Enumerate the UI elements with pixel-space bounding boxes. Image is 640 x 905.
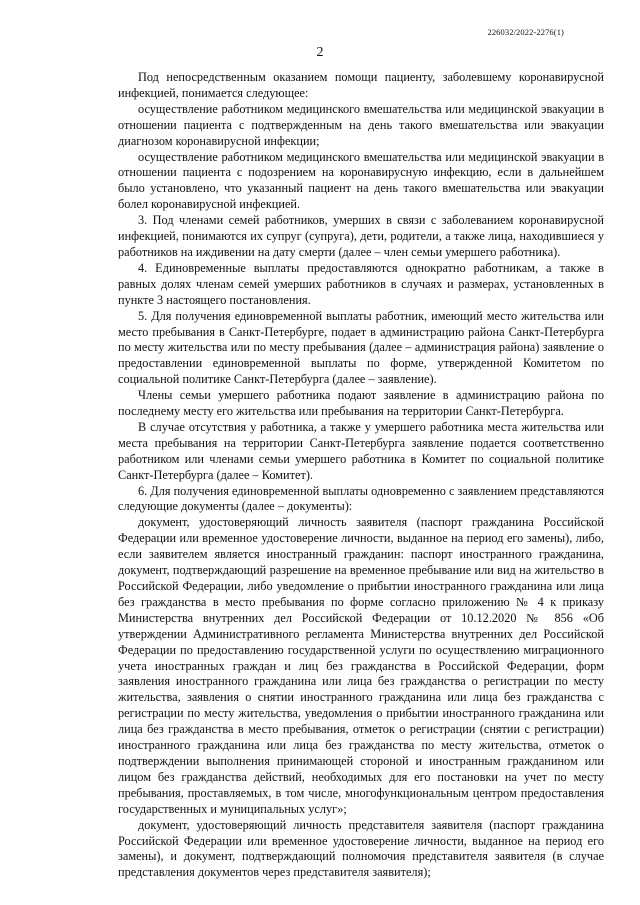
- document-body: [118, 70, 604, 881]
- paragraph: 4. Единовременные выплаты предоставляются однократно работникам, а также в равных долях членам семей умерших работников в случаях и размерах, установленных в пункте 3 настоящего постановления.: [118, 260, 604, 307]
- paragraph: документ, удостоверяющий личность заявителя (паспорт гражданина Российской Федерации или временное удостоверение личности, выданное на период его замены), либо, если заявителем является иностранный гражданин: паспорт иностранного гражданина, документ, подтверждающий разрешение на временное пребывание или вид на жительство в Российской Федерации, либо уведомление о прибытии иностранного гражданина или лица без гражданства в место пребывания по форме согласно приложению № 4 к приказу Министерства внутренних дел Российской Федерации от 10.12.2020 № 856 «Об утверждении Административного регламента Министерства внутренних дел Российской Федерации по предоставлению государственной услуги по осуществлению миграционного учета иностранных граждан и лиц без гражданства в Российской Федерации, форм заявления иностранного гражданина или лица без гражданства о регистрации по месту жительства, заявления о снятии иностранного гражданина или лица без гражданства с регистрации по месту жительства, уведомления о прибытии иностранного гражданина или лица без гражданства в место пребывания, отметок о регистрации (снятии с регистрации) иностранного гражданина или лица без гражданства по месту жительства, отметок о подтверждении выполнения принимающей стороной и иностранным гражданином или лицом без гражданства действий, необходимых для его постановки на учет по месту пребывания, проставляемых, в том числе, многофункциональным центром предоставления государственных и муниципальных услуг»;: [118, 515, 604, 816]
- paragraph: 5. Для получения единовременной выплаты работник, имеющий место жительства или место пребывания в Санкт-Петербурге, подает в администрацию района Санкт-Петербурга по месту жительства или по месту пребывания (далее – администрация района) заявление о предоставлении единовременной выплаты по форме, утвержденной Комитетом по социальной политике Санкт-Петербурга (далее – заявление).: [118, 308, 604, 387]
- paragraph: Под непосредственным оказанием помощи пациенту, заболевшему коронавирусной инфекцией, понимается следующее:: [118, 70, 604, 100]
- paragraph: осуществление работником медицинского вмешательства или медицинской эвакуации в отношении пациента с подтвержденным на день такого вмешательства или эвакуации диагнозом коронавирусной инфекции;: [118, 101, 604, 148]
- paragraph: осуществление работником медицинского вмешательства или медицинской эвакуации в отношении пациента с подозрением на коронавирусную инфекцию, если в дальнейшем было установлено, что указанный пациент на день такого вмешательства или эвакуации болел коронавирусной инфекцией.: [118, 149, 604, 212]
- paragraph: 6. Для получения единовременной выплаты одновременно с заявлением представляются следующие документы (далее – документы):: [118, 483, 604, 514]
- paragraph: Члены семьи умершего работника подают заявление в администрацию района по последнему месту его жительства или пребывания на территории Санкт-Петербурга.: [118, 388, 604, 419]
- paragraph: документ, удостоверяющий личность представителя заявителя (паспорт гражданина Российской Федерации или временное удостоверение личности, выданное на период его замены), и документ, подтверждающий полномочия представителя заявителя (в случае представления документов через представителя заявителя);: [118, 817, 604, 880]
- paragraph: В случае отсутствия у работника, а также у умершего работника места жительства или места пребывания на территории Санкт-Петербурга заявление подается соответственно работником или членами семьи умершего работника в Комитет по социальной политике Санкт-Петербурга (далее – Комитет).: [118, 419, 604, 482]
- paragraph: 3. Под членами семей работников, умерших в связи с заболеванием коронавирусной инфекцией, понимаются их супруг (супруга), дети, родители, а также лица, находившиеся у работников на иждивении на дату смерти (далее – член семьи умершего работника).: [118, 213, 604, 259]
- page-number: 2: [316, 45, 324, 60]
- registration-number: 226032/2022-2276(1): [487, 27, 564, 37]
